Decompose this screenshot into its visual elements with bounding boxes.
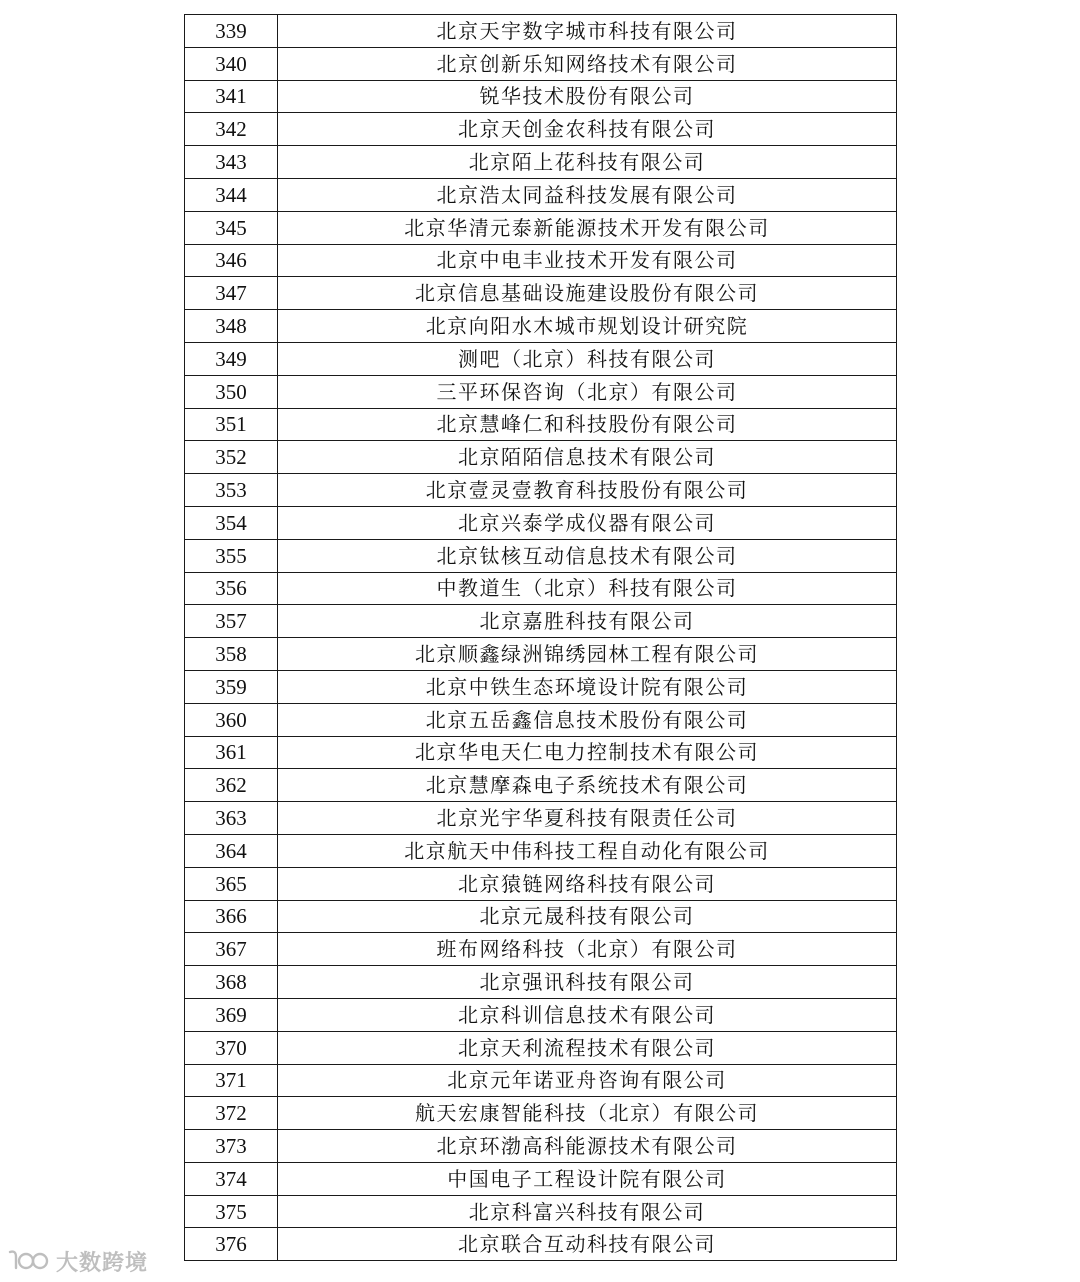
row-number: 362 xyxy=(185,769,278,802)
table-row xyxy=(185,211,897,244)
row-number: 350 xyxy=(185,375,278,408)
row-number: 369 xyxy=(185,998,278,1031)
table-row xyxy=(185,1097,897,1130)
row-number: 342 xyxy=(185,113,278,146)
row-number: 376 xyxy=(185,1228,278,1261)
table-row xyxy=(185,998,897,1031)
company-name: 北京壹灵壹教育科技股份有限公司 xyxy=(278,474,897,507)
table-row xyxy=(185,1031,897,1064)
table-row xyxy=(185,1162,897,1195)
table-row xyxy=(185,1130,897,1163)
table-row xyxy=(185,605,897,638)
company-list-body xyxy=(185,15,897,1261)
company-name: 北京慧摩森电子系统技术有限公司 xyxy=(278,769,897,802)
company-name: 北京中电丰业技术开发有限公司 xyxy=(278,244,897,277)
brand-logo-icon xyxy=(6,1248,50,1274)
company-name: 北京中铁生态环境设计院有限公司 xyxy=(278,670,897,703)
table-row xyxy=(185,572,897,605)
row-number: 373 xyxy=(185,1130,278,1163)
row-number: 340 xyxy=(185,47,278,80)
row-number: 343 xyxy=(185,146,278,179)
company-name: 北京天宇数字城市科技有限公司 xyxy=(278,15,897,48)
company-name: 北京信息基础设施建设股份有限公司 xyxy=(278,277,897,310)
watermark-text: 大数跨境 xyxy=(56,1250,149,1276)
table-row xyxy=(185,539,897,572)
row-number: 341 xyxy=(185,80,278,113)
table-row xyxy=(185,342,897,375)
row-number: 374 xyxy=(185,1162,278,1195)
row-number: 367 xyxy=(185,933,278,966)
company-name: 北京航天中伟科技工程自动化有限公司 xyxy=(278,834,897,867)
row-number: 375 xyxy=(185,1195,278,1228)
row-number: 354 xyxy=(185,506,278,539)
table-row xyxy=(185,867,897,900)
company-name: 北京浩太同益科技发展有限公司 xyxy=(278,178,897,211)
company-name: 北京兴泰学成仪器有限公司 xyxy=(278,506,897,539)
company-name: 班布网络科技（北京）有限公司 xyxy=(278,933,897,966)
row-number: 360 xyxy=(185,703,278,736)
row-number: 349 xyxy=(185,342,278,375)
company-name: 测吧（北京）科技有限公司 xyxy=(278,342,897,375)
company-list-table-wrap xyxy=(184,14,896,1261)
company-name: 北京光宇华夏科技有限责任公司 xyxy=(278,802,897,835)
row-number: 356 xyxy=(185,572,278,605)
company-name: 北京嘉胜科技有限公司 xyxy=(278,605,897,638)
company-name: 北京猿链网络科技有限公司 xyxy=(278,867,897,900)
company-name: 北京环渤高科能源技术有限公司 xyxy=(278,1130,897,1163)
company-name: 锐华技术股份有限公司 xyxy=(278,80,897,113)
table-row xyxy=(185,638,897,671)
table-row xyxy=(185,966,897,999)
table-row xyxy=(185,146,897,179)
company-name: 北京科富兴科技有限公司 xyxy=(278,1195,897,1228)
table-row xyxy=(185,933,897,966)
table-row xyxy=(185,1195,897,1228)
row-number: 346 xyxy=(185,244,278,277)
table-row xyxy=(185,441,897,474)
row-number: 370 xyxy=(185,1031,278,1064)
row-number: 348 xyxy=(185,310,278,343)
table-row xyxy=(185,1064,897,1097)
watermark xyxy=(6,1246,148,1276)
company-name: 中国电子工程设计院有限公司 xyxy=(278,1162,897,1195)
company-name: 中教道生（北京）科技有限公司 xyxy=(278,572,897,605)
company-list-table xyxy=(184,14,897,1261)
table-row xyxy=(185,408,897,441)
row-number: 364 xyxy=(185,834,278,867)
row-number: 352 xyxy=(185,441,278,474)
row-number: 358 xyxy=(185,638,278,671)
company-name: 北京天利流程技术有限公司 xyxy=(278,1031,897,1064)
row-number: 355 xyxy=(185,539,278,572)
row-number: 345 xyxy=(185,211,278,244)
company-name: 北京华清元泰新能源技术开发有限公司 xyxy=(278,211,897,244)
table-row xyxy=(185,80,897,113)
row-number: 372 xyxy=(185,1097,278,1130)
table-row xyxy=(185,375,897,408)
table-row xyxy=(185,506,897,539)
table-row xyxy=(185,802,897,835)
table-row xyxy=(185,670,897,703)
row-number: 359 xyxy=(185,670,278,703)
row-number: 366 xyxy=(185,900,278,933)
company-name: 北京五岳鑫信息技术股份有限公司 xyxy=(278,703,897,736)
table-row xyxy=(185,769,897,802)
row-number: 368 xyxy=(185,966,278,999)
table-row xyxy=(185,310,897,343)
row-number: 361 xyxy=(185,736,278,769)
company-name: 北京陌上花科技有限公司 xyxy=(278,146,897,179)
company-name: 航天宏康智能科技（北京）有限公司 xyxy=(278,1097,897,1130)
row-number: 371 xyxy=(185,1064,278,1097)
company-name: 北京陌陌信息技术有限公司 xyxy=(278,441,897,474)
table-row xyxy=(185,113,897,146)
company-name: 北京华电天仁电力控制技术有限公司 xyxy=(278,736,897,769)
row-number: 365 xyxy=(185,867,278,900)
row-number: 344 xyxy=(185,178,278,211)
table-row xyxy=(185,703,897,736)
company-name: 北京向阳水木城市规划设计研究院 xyxy=(278,310,897,343)
table-row xyxy=(185,736,897,769)
company-name: 北京慧峰仁和科技股份有限公司 xyxy=(278,408,897,441)
table-row xyxy=(185,1228,897,1261)
company-name: 北京元年诺亚舟咨询有限公司 xyxy=(278,1064,897,1097)
company-name: 北京天创金农科技有限公司 xyxy=(278,113,897,146)
row-number: 347 xyxy=(185,277,278,310)
row-number: 339 xyxy=(185,15,278,48)
company-name: 北京元晟科技有限公司 xyxy=(278,900,897,933)
company-name: 北京科训信息技术有限公司 xyxy=(278,998,897,1031)
company-name: 北京钛核互动信息技术有限公司 xyxy=(278,539,897,572)
company-name: 三平环保咨询（北京）有限公司 xyxy=(278,375,897,408)
row-number: 363 xyxy=(185,802,278,835)
row-number: 351 xyxy=(185,408,278,441)
company-name: 北京顺鑫绿洲锦绣园林工程有限公司 xyxy=(278,638,897,671)
company-name: 北京联合互动科技有限公司 xyxy=(278,1228,897,1261)
table-row xyxy=(185,834,897,867)
table-row xyxy=(185,900,897,933)
table-row xyxy=(185,474,897,507)
company-name: 北京创新乐知网络技术有限公司 xyxy=(278,47,897,80)
table-row xyxy=(185,178,897,211)
row-number: 357 xyxy=(185,605,278,638)
company-name: 北京强讯科技有限公司 xyxy=(278,966,897,999)
table-row xyxy=(185,277,897,310)
table-row xyxy=(185,244,897,277)
table-row xyxy=(185,15,897,48)
table-row xyxy=(185,47,897,80)
row-number: 353 xyxy=(185,474,278,507)
